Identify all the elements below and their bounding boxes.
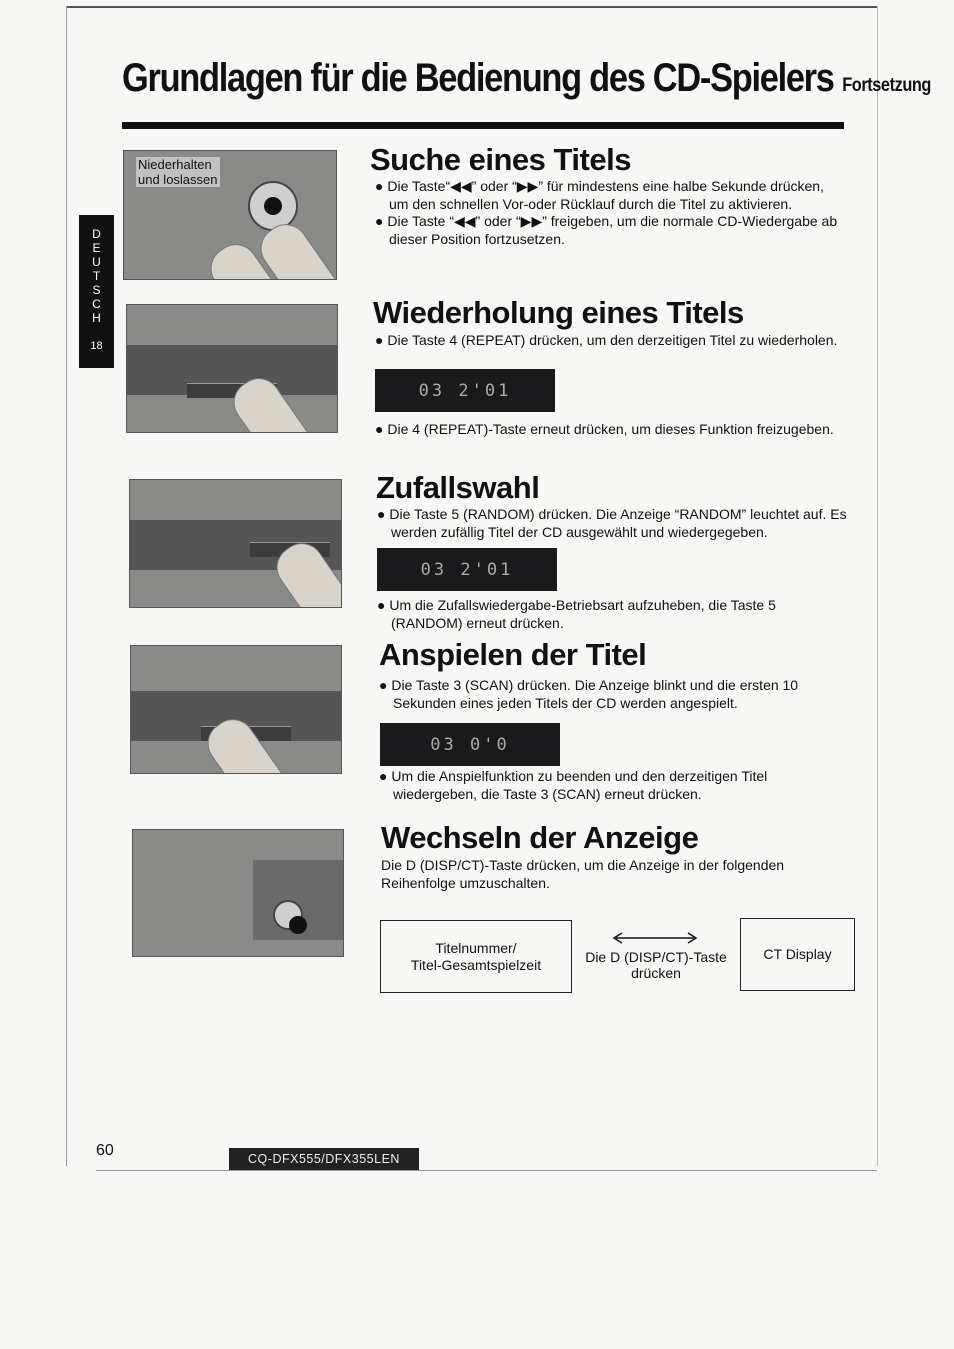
scan-display: 03 0'0 — [380, 723, 560, 766]
side-tab-letter: U — [92, 255, 101, 269]
side-tab-letter: C — [92, 297, 101, 311]
box-left-line2: Titel-Gesamtspielzeit — [410, 956, 542, 973]
search-bullet-1: ● Die Taste“◀◀” oder “▶▶” für mindestens eine halbe Sekunde drücken, um den schnellen Vor-oder Rücklauf durch die Titel zu aktivieren. — [375, 178, 824, 212]
scan-photo — [130, 645, 342, 774]
arrow-label-line1: Die D (DISP/CT)-Taste — [585, 949, 727, 965]
repeat-display: 03 2'01 — [375, 369, 555, 412]
arrow-label — [578, 949, 734, 981]
photo-caption — [136, 157, 220, 187]
frame-right-rule — [877, 6, 878, 1166]
section-heading-repeat: Wiederholung eines Titels — [373, 295, 744, 330]
section-heading-random: Zufallswahl — [376, 470, 540, 505]
scan-bullet-1: ● Die Taste 3 (SCAN) drücken. Die Anzeige blinkt und die ersten 10 Sekunden eines jeden Titels der CD werden angespielt. — [379, 677, 799, 711]
page-title-subtitle: Fortsetzung — [842, 75, 931, 96]
footer-rule — [96, 1170, 877, 1171]
random-display: 03 2'01 — [377, 548, 557, 591]
display-photo — [132, 829, 344, 957]
search-text — [375, 178, 847, 248]
random-bullet-2: ● Um die Zufallswiedergabe-Betriebsart aufzuheben, die Taste 5 (RANDOM) erneut drücken. — [377, 597, 776, 631]
side-tab-page: 18 — [90, 340, 103, 352]
scan-text-2 — [379, 768, 853, 803]
page-number: 60 — [96, 1142, 114, 1159]
frame-top-rule — [66, 6, 878, 8]
side-tab-letter: D — [92, 227, 101, 241]
display-mode-box-left — [380, 920, 572, 993]
photo-caption-line1: Niederhalten — [138, 157, 212, 172]
random-text-1 — [377, 506, 851, 541]
language-side-tab — [79, 215, 114, 368]
side-tab-letter: T — [92, 269, 101, 283]
display-mode-box-right — [740, 918, 855, 991]
side-tab-letter: H — [92, 311, 101, 325]
section-heading-search: Suche eines Titels — [370, 142, 631, 177]
frame-left-rule — [66, 6, 67, 1166]
repeat-text-2 — [375, 421, 847, 439]
model-label: CQ-DFX555/DFX355LEN — [229, 1148, 419, 1170]
box-left-line1: Titelnummer/ — [435, 939, 517, 956]
double-arrow-icon — [610, 930, 700, 946]
display-instruction: Die D (DISP/CT)-Taste drücken, um die Anzeige in der folgenden Reihenfolge umzuschalten. — [381, 857, 785, 891]
scan-bullet-2: ● Um die Anspielfunktion zu beenden und den derzeitigen Titel wiedergeben, die Taste 3 (SCAN) erneut drücken. — [379, 768, 768, 802]
title-rule — [122, 122, 844, 129]
section-heading-scan: Anspielen der Titel — [379, 637, 647, 672]
page-title-text: Grundlagen für die Bedienung des CD-Spielers — [122, 56, 834, 100]
side-tab-letter: E — [92, 241, 101, 255]
random-photo — [129, 479, 342, 608]
scan-text-1 — [379, 677, 853, 712]
photo-caption-line2: und loslassen — [138, 172, 218, 187]
repeat-text-1 — [375, 332, 847, 350]
random-text-2 — [377, 597, 851, 632]
side-tab-letter: S — [92, 283, 101, 297]
search-bullet-2: ● Die Taste “◀◀” oder “▶▶” freigeben, um die normale CD-Wiedergabe ab dieser Position fortzusetzen. — [375, 213, 838, 247]
arrow-label-line2: drücken — [631, 965, 681, 981]
repeat-photo — [126, 304, 338, 433]
section-heading-display: Wechseln der Anzeige — [381, 820, 699, 855]
random-bullet-1: ● Die Taste 5 (RANDOM) drücken. Die Anzeige “RANDOM” leuchtet auf. Es werden zufällig Titel der CD ausgewählt und wiedergegeben. — [377, 506, 847, 540]
repeat-bullet-1: ● Die Taste 4 (REPEAT) drücken, um den derzeitigen Titel zu wiederholen. — [375, 332, 838, 348]
search-photo — [123, 150, 337, 280]
disp-button-image — [273, 900, 303, 930]
box-right-label: CT Display — [763, 946, 832, 962]
page-title — [122, 56, 931, 101]
display-text — [381, 857, 855, 892]
repeat-bullet-2: ● Die 4 (REPEAT)-Taste erneut drücken, um dieses Funktion freizugeben. — [375, 421, 834, 437]
